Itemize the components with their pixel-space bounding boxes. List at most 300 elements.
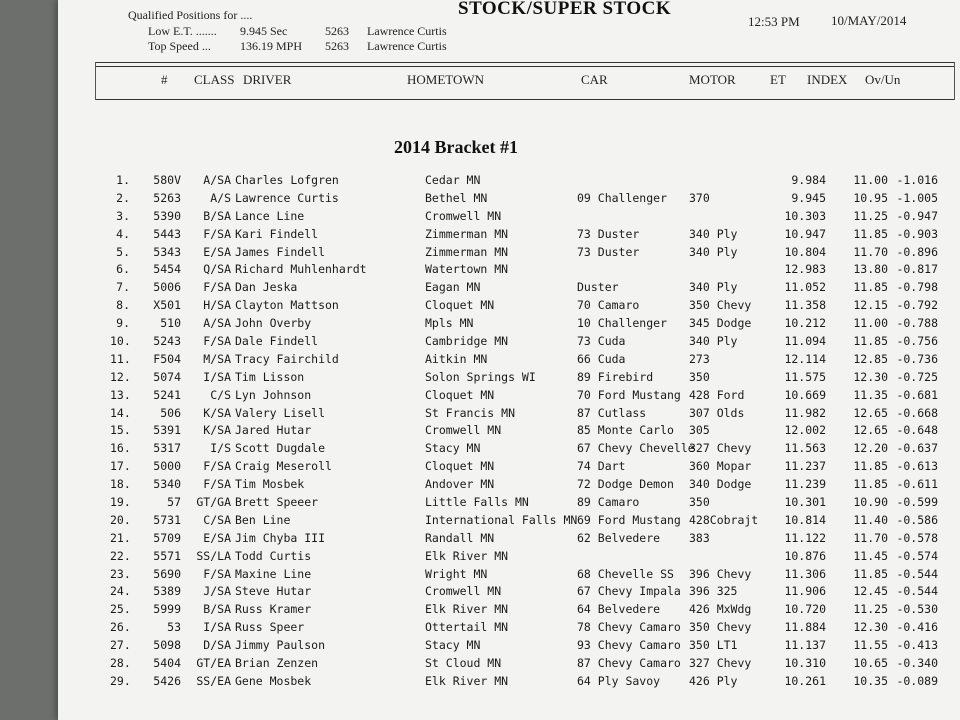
over-under-cell: -0.611 (896, 477, 938, 492)
class-cell: F/SA (203, 566, 231, 581)
car-cell: 85 Monte Carlo (577, 423, 674, 438)
over-under-cell: -0.544 (896, 566, 938, 581)
car-number-cell: 5690 (153, 566, 181, 581)
driver-cell: Kari Findell (235, 226, 319, 241)
position-cell: 14. (110, 405, 131, 420)
over-under-cell: -0.599 (896, 495, 938, 510)
class-cell: M/SA (203, 351, 231, 366)
report-time: 12:53 PM (748, 14, 800, 29)
motor-cell: 428 Ford (689, 387, 745, 402)
table-row (58, 620, 960, 638)
driver-cell: Dale Findell (235, 334, 319, 349)
class-cell: F/SA (203, 280, 231, 295)
column-header-ovun: Ov/Un (865, 72, 901, 87)
car-number-cell: 5317 (153, 441, 181, 456)
qualified-label: Qualified Positions for .... (128, 8, 253, 22)
over-under-cell: -0.613 (896, 459, 938, 474)
driver-cell: Brian Zenzen (235, 656, 319, 671)
over-under-cell: -1.005 (896, 190, 938, 205)
car-cell: 74 Dart (577, 459, 626, 474)
hometown-cell: Cambridge MN (425, 334, 509, 349)
over-under-cell: -0.340 (896, 656, 938, 671)
hometown-cell: Stacy MN (425, 441, 481, 456)
column-header-class: CLASS (194, 72, 235, 87)
hometown-cell: Cloquet MN (425, 298, 495, 313)
position-cell: 2. (116, 190, 130, 205)
car-number-cell: X501 (153, 298, 181, 313)
driver-cell: Tim Lisson (235, 369, 305, 384)
low-et-label: Low E.T. ....... (148, 23, 217, 38)
index-cell: 12.30 (853, 369, 888, 384)
hometown-cell: Cromwell MN (425, 423, 502, 438)
hometown-cell: Randall MN (425, 530, 495, 545)
class-cell: C/SA (203, 512, 231, 527)
bracket-title: 2014 Bracket #1 (394, 137, 518, 157)
et-cell: 10.310 (784, 656, 826, 671)
et-cell: 10.212 (784, 316, 826, 331)
table-row (58, 638, 960, 656)
hometown-cell: Cedar MN (425, 173, 481, 187)
driver-cell: James Findell (235, 244, 326, 259)
car-cell: 64 Belvedere (577, 602, 661, 617)
driver-cell: Jim Chyba III (235, 530, 326, 545)
class-cell: SS/LA (196, 548, 231, 563)
class-cell: D/SA (203, 638, 231, 653)
hometown-cell: Zimmerman MN (425, 244, 509, 259)
class-cell: F/SA (203, 477, 231, 492)
table-row (58, 477, 960, 495)
car-cell: 10 Challenger (577, 316, 668, 331)
table-row (58, 584, 960, 602)
et-cell: 11.982 (784, 405, 826, 420)
car-number-cell: 510 (160, 316, 181, 331)
car-cell: 73 Duster (577, 244, 640, 259)
car-number-cell: 5999 (153, 602, 181, 617)
over-under-cell: -0.798 (896, 280, 938, 295)
hometown-cell: Mpls MN (425, 316, 474, 331)
motor-cell: 307 Olds (689, 405, 745, 420)
class-cell: K/SA (203, 405, 231, 420)
car-cell: 09 Challenger (577, 190, 668, 205)
index-cell: 11.85 (853, 459, 888, 474)
hometown-cell: Wright MN (425, 566, 488, 581)
motor-cell: 396 325 (689, 584, 738, 599)
table-row (58, 352, 960, 370)
car-number-cell: 5343 (153, 244, 181, 259)
driver-cell: Lyn Johnson (235, 387, 312, 402)
low-et-car: 5263 (325, 23, 349, 38)
car-cell: 67 Chevy Chevelle (577, 441, 695, 456)
driver-cell: Tim Mosbek (235, 477, 305, 492)
position-cell: 7. (116, 280, 130, 295)
over-under-cell: -0.648 (896, 423, 938, 438)
car-number-cell: 5709 (153, 530, 181, 545)
table-row (58, 495, 960, 513)
table-row (58, 209, 960, 227)
position-cell: 18. (110, 477, 131, 492)
motor-cell: 426 MxWdg (689, 602, 752, 617)
over-under-cell: -0.637 (896, 441, 938, 456)
motor-cell: 360 Mopar (689, 459, 752, 474)
qualified-positions-block (128, 8, 447, 55)
car-cell: 89 Firebird (577, 369, 654, 384)
class-cell: C/S (210, 387, 231, 402)
index-cell: 11.25 (853, 602, 888, 617)
et-cell: 9.945 (791, 190, 826, 205)
motor-cell: 350 Chevy (689, 298, 752, 313)
index-cell: 12.45 (853, 584, 888, 599)
position-cell: 6. (116, 262, 130, 277)
car-number-cell: 5404 (153, 656, 181, 671)
car-cell: 73 Cuda (577, 334, 626, 349)
position-cell: 13. (110, 387, 131, 402)
class-cell: E/SA (203, 244, 231, 259)
motor-cell: 340 Ply (689, 280, 738, 295)
et-cell: 11.094 (784, 334, 826, 349)
position-cell: 4. (116, 226, 130, 241)
position-cell: 26. (110, 620, 131, 635)
class-cell: Q/SA (203, 262, 231, 277)
table-row (58, 656, 960, 674)
et-cell: 12.002 (784, 423, 826, 438)
car-cell: 62 Belvedere (577, 530, 661, 545)
over-under-cell: -0.089 (896, 673, 938, 688)
table-row (58, 191, 960, 209)
position-cell: 27. (110, 638, 131, 653)
index-cell: 11.00 (853, 173, 888, 187)
driver-cell: Dan Jeska (235, 280, 298, 295)
index-cell: 11.00 (853, 316, 888, 331)
hometown-cell: Cloquet MN (425, 387, 495, 402)
et-cell: 11.122 (784, 530, 826, 545)
car-cell: 70 Ford Mustang (577, 387, 681, 402)
hometown-cell: Cromwell MN (425, 584, 502, 599)
et-cell: 11.239 (784, 477, 826, 492)
driver-cell: Lawrence Curtis (235, 190, 339, 205)
table-row (58, 406, 960, 424)
table-row (58, 173, 960, 191)
et-cell: 11.237 (784, 459, 826, 474)
class-cell: A/SA (203, 173, 231, 187)
over-under-cell: -0.530 (896, 602, 938, 617)
motor-cell: 340 Dodge (689, 477, 752, 492)
class-cell: B/SA (203, 208, 231, 223)
low-et-value: 9.945 Sec (240, 23, 288, 38)
table-row (58, 316, 960, 334)
position-cell: 11. (110, 351, 131, 366)
car-cell: 70 Camaro (577, 298, 640, 313)
column-header-car: CAR (581, 72, 608, 87)
car-number-cell: 5390 (153, 208, 181, 223)
hometown-cell: Cromwell MN (425, 208, 502, 223)
position-cell: 5. (116, 244, 130, 259)
car-cell: 73 Duster (577, 226, 640, 241)
motor-cell: 396 Chevy (689, 566, 752, 581)
et-cell: 11.563 (784, 441, 826, 456)
car-cell: 66 Cuda (577, 351, 626, 366)
hometown-cell: International Falls MN (425, 512, 578, 527)
table-row (58, 227, 960, 245)
position-cell: 10. (110, 334, 131, 349)
driver-cell: Maxine Line (235, 566, 312, 581)
over-under-cell: -0.903 (896, 226, 938, 241)
top-speed-label: Top Speed ... (148, 39, 211, 53)
car-number-cell: 5000 (153, 459, 181, 474)
driver-cell: Richard Muhlenhardt (235, 262, 367, 277)
car-cell: 64 Ply Savoy (577, 673, 661, 688)
class-cell: F/SA (203, 334, 231, 349)
car-number-cell: 5389 (153, 584, 181, 599)
class-cell: A/SA (203, 316, 231, 331)
column-header-et: ET (770, 72, 786, 87)
position-cell: 21. (110, 530, 131, 545)
driver-cell: John Overby (235, 316, 312, 331)
over-under-cell: -0.725 (896, 369, 938, 384)
position-cell: 25. (110, 602, 131, 617)
position-cell: 19. (110, 495, 131, 510)
over-under-cell: -0.544 (896, 584, 938, 599)
column-header-index: INDEX (807, 72, 848, 87)
hometown-cell: Bethel MN (425, 190, 488, 205)
header-divider-bottom (95, 99, 955, 100)
index-cell: 12.15 (853, 298, 888, 313)
et-cell: 11.137 (784, 638, 826, 653)
position-cell: 23. (110, 566, 131, 581)
car-number-cell: 5454 (153, 262, 181, 277)
et-cell: 10.947 (784, 226, 826, 241)
hometown-cell: Stacy MN (425, 638, 481, 653)
hometown-cell: Elk River MN (425, 548, 509, 563)
over-under-cell: -0.736 (896, 351, 938, 366)
over-under-cell: -0.756 (896, 334, 938, 349)
index-cell: 10.35 (853, 673, 888, 688)
motor-cell: 383 (689, 530, 710, 545)
table-row (58, 459, 960, 477)
column-header-hometown: HOMETOWN (407, 72, 485, 87)
position-cell: 12. (110, 369, 131, 384)
position-cell: 22. (110, 548, 131, 563)
index-cell: 13.80 (853, 262, 888, 277)
index-cell: 11.40 (853, 512, 888, 527)
car-number-cell: F504 (153, 351, 181, 366)
car-number-cell: 580V (153, 173, 181, 187)
motor-cell: 350 (689, 495, 710, 510)
motor-cell: 350 Chevy (689, 620, 752, 635)
driver-cell: Gene Mosbek (235, 673, 312, 688)
motor-cell: 350 (689, 369, 710, 384)
hometown-cell: St Cloud MN (425, 656, 502, 671)
et-cell: 11.052 (784, 280, 826, 295)
car-cell: 87 Cutlass (577, 405, 647, 420)
over-under-cell: -0.586 (896, 512, 938, 527)
et-cell: 10.804 (784, 244, 826, 259)
car-number-cell: 5098 (153, 638, 181, 653)
car-number-cell: 5391 (153, 423, 181, 438)
column-header-num: # (161, 72, 168, 87)
index-cell: 11.85 (853, 334, 888, 349)
header-divider-top-2 (95, 66, 955, 67)
driver-cell: Tracy Fairchild (235, 351, 339, 366)
hometown-cell: Ottertail MN (425, 620, 509, 635)
class-cell: H/SA (203, 298, 231, 313)
motor-cell: 370 (689, 190, 710, 205)
over-under-cell: -0.817 (896, 262, 938, 277)
index-cell: 12.30 (853, 620, 888, 635)
over-under-cell: -0.947 (896, 208, 938, 223)
car-number-cell: 5443 (153, 226, 181, 241)
table-row (58, 674, 960, 692)
table-row (58, 441, 960, 459)
driver-cell: Valery Lisell (235, 405, 326, 420)
car-number-cell: 5263 (153, 190, 181, 205)
column-header-motor: MOTOR (689, 72, 736, 87)
over-under-cell: -0.578 (896, 530, 938, 545)
results-table (58, 173, 960, 692)
over-under-cell: -0.681 (896, 387, 938, 402)
index-cell: 11.85 (853, 477, 888, 492)
car-number-cell: 5426 (153, 673, 181, 688)
table-row (58, 388, 960, 406)
class-cell: F/SA (203, 226, 231, 241)
hometown-cell: St Francis MN (425, 405, 516, 420)
car-cell: 67 Chevy Impala (577, 584, 681, 599)
driver-cell: Steve Hutar (235, 584, 312, 599)
low-et-driver: Lawrence Curtis (367, 23, 447, 38)
et-cell: 10.814 (784, 512, 826, 527)
et-cell: 10.876 (784, 548, 826, 563)
class-cell: J/SA (203, 584, 231, 599)
table-row (58, 245, 960, 263)
position-cell: 24. (110, 584, 131, 599)
class-cell: K/SA (203, 423, 231, 438)
car-cell: 68 Chevelle SS (577, 566, 674, 581)
top-speed-driver: Lawrence Curtis (367, 39, 447, 53)
driver-cell: Jared Hutar (235, 423, 312, 438)
et-cell: 10.720 (784, 602, 826, 617)
position-cell: 16. (110, 441, 131, 456)
position-cell: 29. (110, 673, 131, 688)
car-number-cell: 5731 (153, 512, 181, 527)
car-number-cell: 53 (167, 620, 181, 635)
et-cell: 11.575 (784, 369, 826, 384)
motor-cell: 340 Ply (689, 244, 738, 259)
left-border (95, 62, 96, 100)
car-number-cell: 5074 (153, 369, 181, 384)
driver-cell: Russ Speer (235, 620, 305, 635)
hometown-cell: Elk River MN (425, 602, 509, 617)
hometown-cell: Eagan MN (425, 280, 481, 295)
table-row (58, 423, 960, 441)
index-cell: 11.35 (853, 387, 888, 402)
motor-cell: 345 Dodge (689, 316, 752, 331)
hometown-cell: Andover MN (425, 477, 495, 492)
et-cell: 12.114 (784, 351, 826, 366)
driver-cell: Jimmy Paulson (235, 638, 326, 653)
top-speed-line (128, 39, 447, 55)
car-cell: 93 Chevy Camaro (577, 638, 681, 653)
index-cell: 11.45 (853, 548, 888, 563)
class-cell: SS/EA (196, 673, 231, 688)
table-row (58, 549, 960, 567)
table-row (58, 280, 960, 298)
car-cell: 78 Chevy Camaro (577, 620, 681, 635)
motor-cell: 350 LT1 (689, 638, 738, 653)
driver-cell: Todd Curtis (235, 548, 312, 563)
over-under-cell: -0.896 (896, 244, 938, 259)
position-cell: 17. (110, 459, 131, 474)
position-cell: 9. (116, 316, 130, 331)
driver-cell: Lance Line (235, 208, 305, 223)
position-cell: 1. (116, 173, 130, 187)
car-cell: 69 Ford Mustang (577, 512, 681, 527)
driver-cell: Charles Lofgren (235, 173, 339, 187)
driver-cell: Ben Line (235, 512, 291, 527)
header-divider-top (95, 62, 955, 63)
class-cell: GT/EA (196, 656, 231, 671)
index-cell: 11.55 (853, 638, 888, 653)
index-cell: 12.85 (853, 351, 888, 366)
index-cell: 10.90 (853, 495, 888, 510)
index-cell: 11.25 (853, 208, 888, 223)
over-under-cell: -0.792 (896, 298, 938, 313)
low-et-line (128, 24, 447, 40)
report-date: 10/MAY/2014 (831, 13, 907, 28)
et-cell: 10.303 (784, 208, 826, 223)
et-cell: 11.906 (784, 584, 826, 599)
index-cell: 10.65 (853, 656, 888, 671)
class-cell: A/S (210, 190, 231, 205)
table-row (58, 334, 960, 352)
driver-cell: Scott Dugdale (235, 441, 326, 456)
table-row (58, 262, 960, 280)
hometown-cell: Aitkin MN (425, 351, 488, 366)
index-cell: 11.85 (853, 280, 888, 295)
car-number-cell: 5571 (153, 548, 181, 563)
car-number-cell: 57 (167, 495, 181, 510)
class-cell: F/SA (203, 459, 231, 474)
car-number-cell: 5340 (153, 477, 181, 492)
position-cell: 15. (110, 423, 131, 438)
index-cell: 11.85 (853, 566, 888, 581)
class-cell: I/S (210, 441, 231, 456)
column-header-driver: DRIVER (243, 72, 292, 87)
table-row (58, 567, 960, 585)
motor-cell: 340 Ply (689, 334, 738, 349)
motor-cell: 305 (689, 423, 710, 438)
driver-cell: Brett Speeer (235, 495, 319, 510)
over-under-cell: -0.574 (896, 548, 938, 563)
motor-cell: 327 Chevy (689, 441, 752, 456)
et-cell: 11.358 (784, 298, 826, 313)
et-cell: 9.984 (791, 173, 826, 187)
position-cell: 8. (116, 298, 130, 313)
hometown-cell: Solon Springs WI (425, 369, 536, 384)
table-row (58, 531, 960, 549)
class-cell: I/SA (203, 369, 231, 384)
index-cell: 12.20 (853, 441, 888, 456)
et-cell: 11.306 (784, 566, 826, 581)
table-row (58, 602, 960, 620)
motor-cell: 340 Ply (689, 226, 738, 241)
car-cell: 87 Chevy Camaro (577, 656, 681, 671)
hometown-cell: Watertown MN (425, 262, 509, 277)
over-under-cell: -0.413 (896, 638, 938, 653)
position-cell: 3. (116, 208, 130, 223)
motor-cell: 327 Chevy (689, 656, 752, 671)
class-cell: B/SA (203, 602, 231, 617)
table-row (58, 298, 960, 316)
over-under-cell: -0.416 (896, 620, 938, 635)
